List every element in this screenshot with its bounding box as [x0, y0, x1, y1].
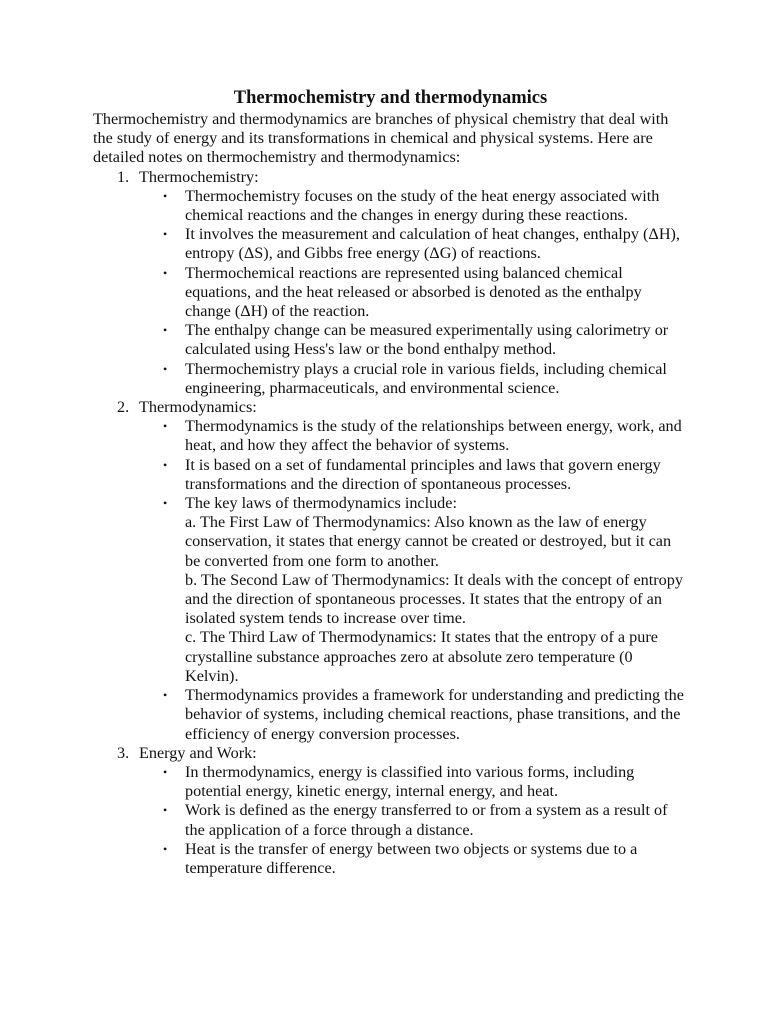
document-title: Thermochemistry and thermodynamics	[233, 88, 548, 108]
list-item	[93, 686, 688, 744]
list-item-text: The enthalpy change can be measured experimentally using calorimetry or calculated using Hess's law or the bond enthalpy method.	[185, 321, 669, 359]
list-item-text: Work is defined as the energy transferred to or from a system as a result of the application of a force through a distance.	[185, 801, 668, 839]
law-first: a. The First Law of Thermodynamics: Also known as the law of energy conservation, it states that energy cannot be created or destroyed, but it can be converted from one form to another.	[185, 513, 672, 570]
list-item-text: It involves the measurement and calculation of heat changes, enthalpy (ΔH), entropy (ΔS), and Gibbs free energy (ΔG) of reactions.	[185, 225, 680, 263]
law-third: c. The Third Law of Thermodynamics: It states that the entropy of a pure crystalline substance approaches zero at absolute zero temperature (0 Kelvin).	[185, 628, 658, 685]
list-item-text: Heat is the transfer of energy between two objects or systems due to a temperature difference.	[185, 839, 638, 877]
list-item-text: Thermochemical reactions are represented using balanced chemical equations, and the heat released or absorbed is denoted as the enthalpy change (ΔH) of the reaction.	[185, 263, 642, 321]
section-energy-and-work	[93, 744, 688, 878]
bullet-list	[93, 417, 688, 743]
bullet-icon: •	[163, 227, 168, 242]
section-heading-text: Energy and Work:	[139, 743, 257, 762]
section-thermodynamics	[93, 398, 688, 744]
list-item	[93, 840, 688, 878]
law-second: b. The Second Law of Thermodynamics: It deals with the concept of entropy and the direction of spontaneous processes. It states that the entropy of an isolated system tends to increase over time.	[185, 570, 683, 628]
list-item	[93, 417, 688, 455]
list-item-text: Thermochemistry plays a crucial role in various fields, including chemical engineering, pharmaceuticals, and environmental science.	[185, 359, 667, 397]
section-thermochemistry	[93, 168, 688, 398]
section-heading-text: Thermochemistry:	[139, 167, 259, 186]
bullet-icon: •	[163, 496, 168, 511]
list-item-text: It is based on a set of fundamental principles and laws that govern energy transformations and the direction of spontaneous processes.	[185, 455, 661, 493]
list-item	[93, 801, 688, 839]
bullet-icon: •	[163, 688, 168, 703]
list-item	[93, 456, 688, 494]
list-item-text: The key laws of thermodynamics include:	[185, 494, 457, 513]
section-heading	[93, 398, 688, 417]
section-number: 2.	[117, 398, 130, 417]
section-heading	[93, 744, 688, 763]
list-item	[93, 763, 688, 801]
intro-paragraph: Thermochemistry and thermodynamics are branches of physical chemistry that deal with the study of energy and its transformations in chemical and physical systems. Here are detailed notes on thermochemistry and thermodynamics:	[93, 110, 669, 167]
bullet-icon: •	[163, 323, 168, 338]
section-heading-text: Thermodynamics:	[139, 398, 257, 417]
list-item	[93, 321, 688, 359]
list-item-text: In thermodynamics, energy is classified into various forms, including potential energy, kinetic energy, internal energy, and heat.	[185, 762, 635, 801]
section-number: 1.	[117, 167, 130, 186]
bullet-list	[93, 187, 688, 398]
list-item-text: Thermochemistry focuses on the study of the heat energy associated with chemical reactions and the changes in energy during these reactions.	[185, 186, 660, 225]
list-item	[93, 225, 688, 263]
list-item	[93, 494, 688, 686]
bullet-icon: •	[163, 265, 168, 280]
bullet-icon: •	[163, 188, 168, 203]
bullet-icon: •	[163, 457, 168, 472]
list-item-text: Thermodynamics is the study of the relationships between energy, work, and heat, and how they affect the behavior of systems.	[185, 417, 682, 455]
list-item	[93, 187, 688, 225]
section-number: 3.	[117, 743, 130, 762]
list-item	[93, 264, 688, 322]
bullet-icon: •	[163, 419, 168, 434]
bullet-icon: •	[163, 803, 168, 818]
list-item-text: Thermodynamics provides a framework for understanding and predicting the behavior of systems, including chemical reactions, phase transitions, and the efficiency of energy conversion processes.	[185, 686, 684, 743]
bullet-icon: •	[163, 361, 168, 376]
bullet-icon: •	[163, 764, 168, 779]
bullet-icon: •	[163, 841, 168, 856]
section-list	[93, 168, 688, 879]
bullet-list	[93, 763, 688, 878]
list-item	[93, 360, 688, 398]
section-heading	[93, 168, 688, 187]
